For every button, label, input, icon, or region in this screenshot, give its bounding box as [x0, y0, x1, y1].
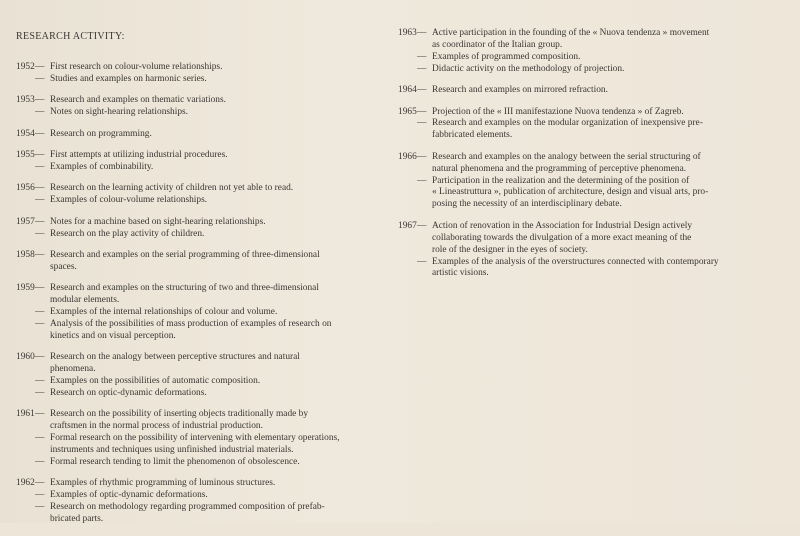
entry-text-continuation: posing the necessity of an interdisciplinary debate.: [432, 199, 622, 210]
year-entry: [16, 183, 371, 207]
entry-item: [398, 107, 750, 119]
entry-text-continuation: modular elements.: [50, 295, 120, 306]
year-spacer: [398, 118, 417, 130]
year-spacer: [398, 64, 417, 76]
entry-text: Research on methodology regarding programmed composition of prefab-: [50, 502, 325, 513]
entry-year: 1954: [16, 128, 35, 139]
em-dash: —: [35, 502, 45, 513]
entry-text: Examples of rhythmic programming of luminous structures.: [50, 478, 276, 489]
em-dash: —: [35, 107, 45, 118]
year-spacer: [16, 388, 35, 400]
year-spacer: [398, 52, 417, 64]
entry-year: 1961: [16, 409, 35, 420]
entry-year: 1963: [398, 28, 417, 38]
year-spacer: [16, 307, 35, 319]
em-dash: —: [35, 150, 45, 161]
entry-item: [16, 490, 371, 502]
entry-text: First attempts at utilizing industrial procedures.: [50, 150, 228, 161]
entry-year: 1957: [16, 216, 35, 227]
year-entry: [398, 152, 750, 212]
em-dash: —: [417, 51, 427, 62]
entry-text: Notes on sight-hearing relationships.: [50, 107, 188, 118]
year-entry: [16, 352, 371, 400]
entry-year: 1956: [16, 183, 35, 194]
entry-item: [16, 107, 371, 119]
entry-item: [16, 150, 371, 162]
entry-text: Research and examples on thematic variations.: [50, 95, 226, 106]
em-dash: —: [417, 256, 427, 267]
entry-item: [398, 52, 750, 64]
entry-text: Studies and examples on harmonic series.: [50, 73, 207, 84]
em-dash: —: [417, 28, 427, 38]
entry-text: Research on the possibility of inserting objects traditionally made by: [50, 409, 309, 420]
em-dash: —: [417, 106, 427, 117]
entry-text: Research and examples on the serial programming of three-dimensional: [50, 249, 320, 260]
em-dash: —: [417, 151, 427, 162]
year-entry: [398, 85, 750, 97]
left-entry-list: [16, 62, 371, 526]
entry-text-continuation: role of the designer in the eyes of society.: [432, 244, 588, 255]
em-dash: —: [417, 175, 427, 186]
year-entry: [16, 129, 371, 141]
entry-item: [398, 28, 750, 40]
em-dash: —: [35, 433, 45, 444]
entry-text: Active participation in the founding of the « Nuova tendenza » movement: [432, 28, 710, 38]
entry-text: Didactic activity on the methodology of projection.: [432, 63, 625, 74]
entry-year: 1959: [16, 283, 35, 294]
entry-item: [398, 85, 750, 97]
entry-text: Formal research on the possibility of intervening with elementary operations,: [50, 433, 340, 444]
entry-item: [16, 183, 371, 195]
entry-text-continuation: fabbricated elements.: [432, 130, 513, 141]
entry-text-continuation: natural phenomena and the programming of perceptive phenomena.: [432, 163, 687, 174]
entry-year: 1958: [16, 249, 35, 260]
entry-text: Examples of the internal relationships of colour and volume.: [50, 307, 278, 318]
em-dash: —: [417, 220, 427, 231]
em-dash: —: [417, 118, 427, 129]
entry-item: [398, 221, 750, 233]
entry-item: [398, 152, 750, 164]
entry-text-continuation: bricated parts.: [50, 514, 104, 525]
year-spacer: [16, 457, 35, 469]
em-dash: —: [35, 128, 45, 139]
right-column: [398, 28, 750, 290]
entry-item: [16, 129, 371, 141]
entry-item: [16, 457, 371, 469]
entry-item: [16, 409, 371, 421]
em-dash: —: [35, 228, 45, 239]
entry-year: 1960: [16, 352, 35, 363]
entry-item: [398, 64, 750, 76]
year-spacer: [16, 490, 35, 502]
year-entry: [16, 62, 371, 86]
entry-text: Research and examples on the modular organization of inexpensive pre-: [432, 118, 703, 129]
entry-year: 1964: [398, 85, 417, 96]
entry-text: Analysis of the possibilities of mass production of examples of research on: [50, 319, 332, 329]
entry-text-continuation: kinetics and on visual perception.: [50, 330, 176, 341]
entry-item: [16, 95, 371, 107]
entry-item: [398, 118, 750, 130]
entry-text: Research on the play activity of children.: [50, 228, 205, 239]
entry-item: [16, 478, 371, 490]
entry-year: 1967: [398, 220, 417, 231]
em-dash: —: [35, 352, 45, 363]
entry-item: [16, 376, 371, 388]
year-spacer: [16, 433, 35, 445]
entry-item: [16, 250, 371, 262]
entry-text: Examples of combinability.: [50, 161, 154, 172]
em-dash: —: [35, 73, 45, 84]
em-dash: —: [417, 85, 427, 96]
entry-year: 1965: [398, 106, 417, 117]
section-heading: RESEARCH ACTIVITY:: [16, 31, 125, 42]
entry-text: Research on programming.: [50, 128, 152, 139]
em-dash: —: [35, 216, 45, 227]
entry-text: Examples of colour-volume relationships.: [50, 195, 208, 206]
entry-year: 1952: [16, 62, 35, 72]
year-spacer: [16, 74, 35, 86]
year-entry: [16, 250, 371, 274]
year-spacer: [16, 162, 35, 174]
year-spacer: [16, 229, 35, 241]
entry-text-continuation: as coordinator of the Italian group.: [432, 39, 563, 50]
entry-text: Research on the learning activity of children not yet able to read.: [50, 183, 294, 194]
entry-item: [16, 229, 371, 241]
entry-text: Action of renovation in the Association for Industrial Design actively: [432, 220, 693, 231]
entry-item: [16, 283, 371, 295]
em-dash: —: [35, 388, 45, 399]
year-entry: [16, 217, 371, 241]
em-dash: —: [35, 478, 45, 489]
em-dash: —: [35, 195, 45, 206]
year-entry: [398, 28, 750, 76]
entry-text: Examples on the possibilities of automatic composition.: [50, 376, 261, 387]
entry-text-continuation: collaborating towards the divulgation of a more exact meaning of the: [432, 232, 692, 243]
entry-text-continuation: spaces.: [50, 261, 77, 272]
entry-text: Examples of programmed composition.: [432, 51, 581, 62]
entry-text: Formal research tending to limit the phenomenon of obsolescence.: [50, 457, 300, 468]
year-spacer: [16, 376, 35, 388]
entry-text: Participation in the realization and the determining of the position of: [432, 175, 690, 186]
year-spacer: [16, 502, 35, 514]
entry-text: Research and examples on mirrored refraction.: [432, 85, 608, 96]
entry-text: First research on colour-volume relationships.: [50, 62, 223, 72]
em-dash: —: [35, 283, 45, 294]
em-dash: —: [35, 457, 45, 468]
year-entry: [16, 409, 371, 469]
year-entry: [16, 478, 371, 526]
entry-item: [16, 162, 371, 174]
entry-item: [16, 433, 371, 445]
year-entry: [398, 107, 750, 143]
em-dash: —: [35, 161, 45, 172]
entry-text-continuation: craftsmen in the normal process of industrial production.: [50, 421, 263, 432]
year-spacer: [398, 257, 417, 269]
left-column: [16, 31, 371, 536]
entry-text: Research on optic-dynamic deformations.: [50, 388, 207, 399]
entry-item: [16, 74, 371, 86]
em-dash: —: [35, 249, 45, 260]
em-dash: —: [35, 409, 45, 420]
entry-item: [16, 352, 371, 364]
entry-item: [398, 176, 750, 188]
entry-year: 1966: [398, 151, 417, 162]
entry-text-continuation: artistic visions.: [432, 268, 489, 279]
em-dash: —: [35, 62, 45, 72]
year-spacer: [16, 107, 35, 119]
em-dash: —: [417, 63, 427, 74]
year-entry: [16, 150, 371, 174]
entry-text: Notes for a machine based on sight-hearing relationships.: [50, 216, 266, 227]
entry-item: [16, 195, 371, 207]
year-entry: [16, 95, 371, 119]
entry-year: 1962: [16, 478, 35, 489]
entry-item: [16, 307, 371, 319]
entry-item: [16, 388, 371, 400]
entry-item: [16, 62, 371, 74]
right-entry-list: [398, 28, 750, 280]
em-dash: —: [35, 183, 45, 194]
entry-item: [16, 502, 371, 514]
em-dash: —: [35, 376, 45, 387]
year-spacer: [16, 319, 35, 331]
em-dash: —: [35, 95, 45, 106]
entry-text-continuation: instruments and techniques using unfinished industrial materials.: [50, 445, 294, 456]
entry-item: [16, 217, 371, 229]
entry-text: Examples of the analysis of the overstructures connected with contemporary: [432, 256, 719, 267]
entry-item: [398, 257, 750, 269]
entry-text: Research and examples on the structuring of two and three-dimensional: [50, 283, 319, 294]
entry-item: [16, 319, 371, 331]
entry-text-continuation: « Lineastruttura », publication of architecture, design and visual arts, pro-: [432, 187, 709, 198]
entry-year: 1953: [16, 95, 35, 106]
em-dash: —: [35, 319, 45, 329]
entry-text: Examples of optic-dynamic deformations.: [50, 490, 208, 501]
em-dash: —: [35, 307, 45, 318]
entry-text-continuation: phenomena.: [50, 364, 96, 375]
em-dash: —: [35, 490, 45, 501]
entry-year: 1955: [16, 150, 35, 161]
entry-text: Research on the analogy between perceptive structures and natural: [50, 352, 300, 363]
entry-text: Research and examples on the analogy between the serial structuring of: [432, 151, 701, 162]
year-entry: [398, 221, 750, 281]
year-spacer: [398, 176, 417, 188]
entry-text: Projection of the « III manifestazione Nuova tendenza » of Zagreb.: [432, 106, 684, 117]
year-entry: [16, 283, 371, 343]
year-spacer: [16, 195, 35, 207]
